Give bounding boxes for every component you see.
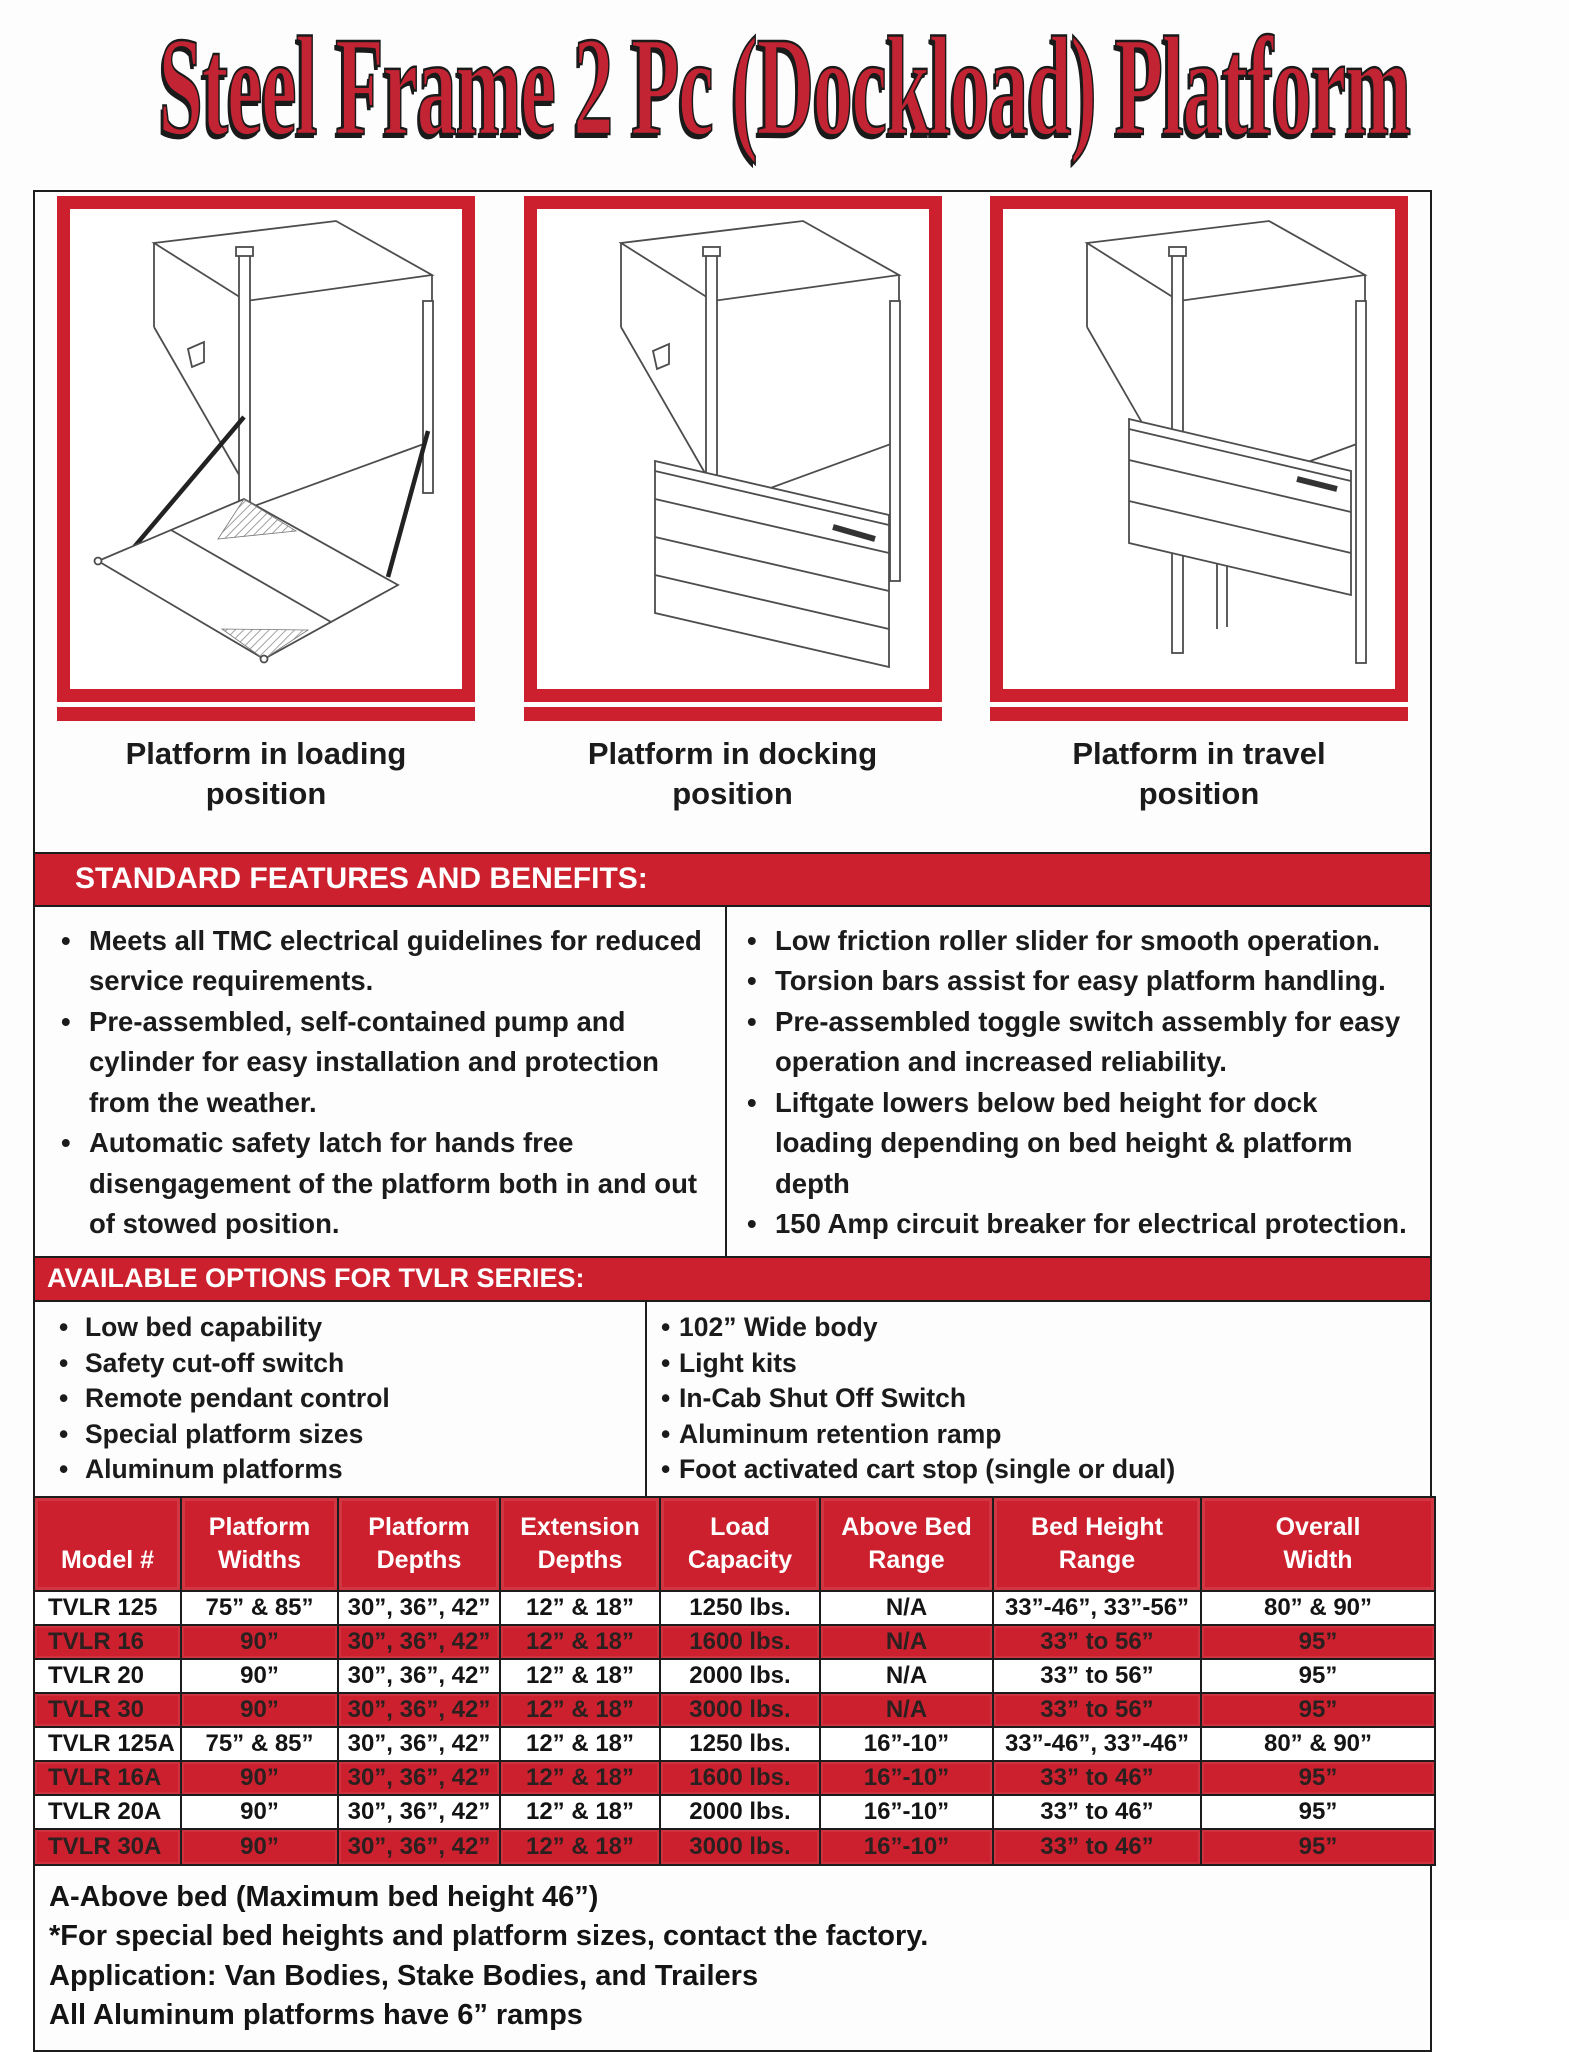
features-left-list <box>35 907 727 1256</box>
table-row <box>35 1694 1434 1728</box>
column-header-model: Model # <box>35 1498 182 1592</box>
table-cell: N/A <box>821 1660 994 1694</box>
note-line: *For special bed heights and platform sizes, contact the factory. <box>49 1920 929 1953</box>
table-cell: 16”-10” <box>821 1762 994 1796</box>
model-spec-table <box>33 1496 1436 1866</box>
option-item: • Aluminum retention ramp <box>661 1417 1420 1453</box>
table-row <box>35 1626 1434 1660</box>
table-cell: 33” to 46” <box>994 1830 1202 1864</box>
table-cell: 95” <box>1202 1830 1434 1864</box>
caption-loading <box>57 734 475 813</box>
table-row <box>35 1660 1434 1694</box>
features-box <box>33 907 1432 1256</box>
table-cell: 90” <box>182 1830 339 1864</box>
table-cell: 1250 lbs. <box>661 1592 821 1626</box>
table-cell: TVLR 125 <box>35 1592 182 1626</box>
table-cell: 16”-10” <box>821 1796 994 1830</box>
feature-item: • Pre-assembled toggle switch assembly for easy operation and increased reliability. <box>745 1002 1416 1083</box>
column-header-platform-widths: Platform Widths <box>182 1498 339 1592</box>
table-cell: 90” <box>182 1626 339 1660</box>
table-cell: 30”, 36”, 42” <box>339 1592 501 1626</box>
note-line: All Aluminum platforms have 6” ramps <box>49 1999 583 2032</box>
table-cell: 95” <box>1202 1796 1434 1830</box>
table-cell: 30”, 36”, 42” <box>339 1694 501 1728</box>
table-cell: 12” & 18” <box>501 1796 661 1830</box>
table-cell: 95” <box>1202 1626 1434 1660</box>
table-cell: 90” <box>182 1660 339 1694</box>
table-cell: 30”, 36”, 42” <box>339 1830 501 1864</box>
table-cell: 95” <box>1202 1762 1434 1796</box>
table-cell: 12” & 18” <box>501 1694 661 1728</box>
table-cell: 2000 lbs. <box>661 1660 821 1694</box>
table-cell: 30”, 36”, 42” <box>339 1660 501 1694</box>
table-cell: 12” & 18” <box>501 1592 661 1626</box>
liftgate-loading-drawing <box>70 209 462 689</box>
table-cell: TVLR 20A <box>35 1796 182 1830</box>
table-cell: N/A <box>821 1694 994 1728</box>
table-cell: 3000 lbs. <box>661 1830 821 1864</box>
table-cell: 33” to 56” <box>994 1694 1202 1728</box>
table-cell: 75” & 85” <box>182 1592 339 1626</box>
table-cell: 33”-46”, 33”-46” <box>994 1728 1202 1762</box>
liftgate-travel-drawing <box>1003 209 1395 689</box>
option-item: • In-Cab Shut Off Switch <box>661 1381 1420 1417</box>
caption-docking-line1: Platform in docking <box>587 736 878 771</box>
table-row <box>35 1592 1434 1626</box>
caption-loading-line1: Platform in loading <box>125 736 407 771</box>
table-cell: 33” to 56” <box>994 1626 1202 1660</box>
caption-loading-line2: position <box>205 775 327 811</box>
table-cell: 90” <box>182 1694 339 1728</box>
table-cell: 3000 lbs. <box>661 1694 821 1728</box>
option-item: • Special platform sizes <box>57 1417 635 1453</box>
options-left-list <box>35 1302 647 1496</box>
footnotes-box <box>33 1866 1432 2052</box>
figure-travel-position <box>990 196 1408 702</box>
table-cell: TVLR 16A <box>35 1762 182 1796</box>
column-header-above-bed-range: Above Bed Range <box>821 1498 994 1592</box>
figure-docking-position <box>524 196 942 702</box>
content-column <box>33 190 1432 2052</box>
option-item: • Light kits <box>661 1346 1420 1382</box>
table-cell: 12” & 18” <box>501 1762 661 1796</box>
table-cell: 95” <box>1202 1660 1434 1694</box>
table-row <box>35 1830 1434 1864</box>
table-cell: 95” <box>1202 1694 1434 1728</box>
table-cell: 33” to 46” <box>994 1762 1202 1796</box>
option-item: • Aluminum platforms <box>57 1452 635 1488</box>
table-cell: TVLR 125A <box>35 1728 182 1762</box>
figures-panel <box>33 190 1432 854</box>
option-item: • Safety cut-off switch <box>57 1346 635 1382</box>
table-cell: TVLR 16 <box>35 1626 182 1660</box>
table-cell: 33” to 46” <box>994 1796 1202 1830</box>
option-item: • Low bed capability <box>57 1310 635 1346</box>
column-header-bed-height-range: Bed Height Range <box>994 1498 1202 1592</box>
option-item: • Remote pendant control <box>57 1381 635 1417</box>
feature-item: • 150 Amp circuit breaker for electrical protection. <box>745 1204 1416 1244</box>
table-cell: 33” to 56” <box>994 1660 1202 1694</box>
table-cell: N/A <box>821 1592 994 1626</box>
table-cell: 12” & 18” <box>501 1830 661 1864</box>
table-cell: 12” & 18” <box>501 1660 661 1694</box>
table-cell: 16”-10” <box>821 1728 994 1762</box>
feature-item: • Liftgate lowers below bed height for dock loading depending on bed height & platform depth <box>745 1083 1416 1204</box>
table-header-row <box>35 1498 1434 1592</box>
table-cell: 1600 lbs. <box>661 1626 821 1660</box>
table-cell: 90” <box>182 1762 339 1796</box>
caption-travel <box>990 734 1408 813</box>
features-heading: STANDARD FEATURES AND BENEFITS: <box>75 862 648 895</box>
features-heading-band <box>33 854 1432 907</box>
table-cell: 12” & 18” <box>501 1728 661 1762</box>
options-right-list <box>647 1302 1430 1496</box>
table-row <box>35 1728 1434 1762</box>
figure-loading-position <box>57 196 475 702</box>
table-cell: TVLR 30A <box>35 1830 182 1864</box>
feature-item: • Torsion bars assist for easy platform handling. <box>745 961 1416 1001</box>
table-cell: TVLR 20 <box>35 1660 182 1694</box>
table-cell: N/A <box>821 1626 994 1660</box>
table-cell: 16”-10” <box>821 1830 994 1864</box>
caption-docking <box>524 734 942 813</box>
table-cell: 2000 lbs. <box>661 1796 821 1830</box>
table-cell: 90” <box>182 1796 339 1830</box>
page-title: Steel Frame 2 Pc (Dockload) Platform <box>158 6 1411 165</box>
table-cell: 75” & 85” <box>182 1728 339 1762</box>
title-area <box>0 0 1569 172</box>
option-item: • 102” Wide body <box>661 1310 1420 1346</box>
column-header-overall-width: Overall Width <box>1202 1498 1434 1592</box>
options-heading: AVAILABLE OPTIONS FOR TVLR SERIES: <box>47 1263 585 1294</box>
table-cell: 12” & 18” <box>501 1626 661 1660</box>
features-right-list <box>727 907 1430 1256</box>
table-row <box>35 1796 1434 1830</box>
table-cell: 30”, 36”, 42” <box>339 1762 501 1796</box>
table-cell: 30”, 36”, 42” <box>339 1728 501 1762</box>
caption-travel-line1: Platform in travel <box>1072 736 1326 771</box>
captions-row <box>57 734 1408 813</box>
column-header-extension-depths: Extension Depths <box>501 1498 661 1592</box>
column-header-platform-depths: Platform Depths <box>339 1498 501 1592</box>
feature-item: • Low friction roller slider for smooth operation. <box>745 921 1416 961</box>
figures-row <box>57 196 1408 702</box>
note-line: A-Above bed (Maximum bed height 46”) <box>49 1880 599 1913</box>
table-row <box>35 1762 1434 1796</box>
caption-docking-line2: position <box>672 775 793 811</box>
column-header-load-capacity: Load Capacity <box>661 1498 821 1592</box>
feature-item: • Automatic safety latch for hands free disengagement of the platform both in and out of stowed position. <box>59 1123 709 1244</box>
caption-travel-line2: position <box>1138 775 1260 811</box>
table-cell: 33”-46”, 33”-56” <box>994 1592 1202 1626</box>
table-cell: 80” & 90” <box>1202 1592 1434 1626</box>
note-line: Application: Van Bodies, Stake Bodies, and Trailers <box>49 1959 759 1992</box>
table-cell: 30”, 36”, 42” <box>339 1626 501 1660</box>
liftgate-docking-drawing <box>537 209 929 689</box>
option-item: • Foot activated cart stop (single or dual) <box>661 1452 1420 1488</box>
feature-item: • Pre-assembled, self-contained pump and cylinder for easy installation and protection from the weather. <box>59 1002 709 1123</box>
table-cell: 80” & 90” <box>1202 1728 1434 1762</box>
options-box <box>33 1302 1432 1496</box>
options-heading-band <box>33 1256 1432 1302</box>
table-cell: 1250 lbs. <box>661 1728 821 1762</box>
table-cell: TVLR 30 <box>35 1694 182 1728</box>
table-cell: 30”, 36”, 42” <box>339 1796 501 1830</box>
table-cell: 1600 lbs. <box>661 1762 821 1796</box>
feature-item: • Meets all TMC electrical guidelines for reduced service requirements. <box>59 921 709 1002</box>
